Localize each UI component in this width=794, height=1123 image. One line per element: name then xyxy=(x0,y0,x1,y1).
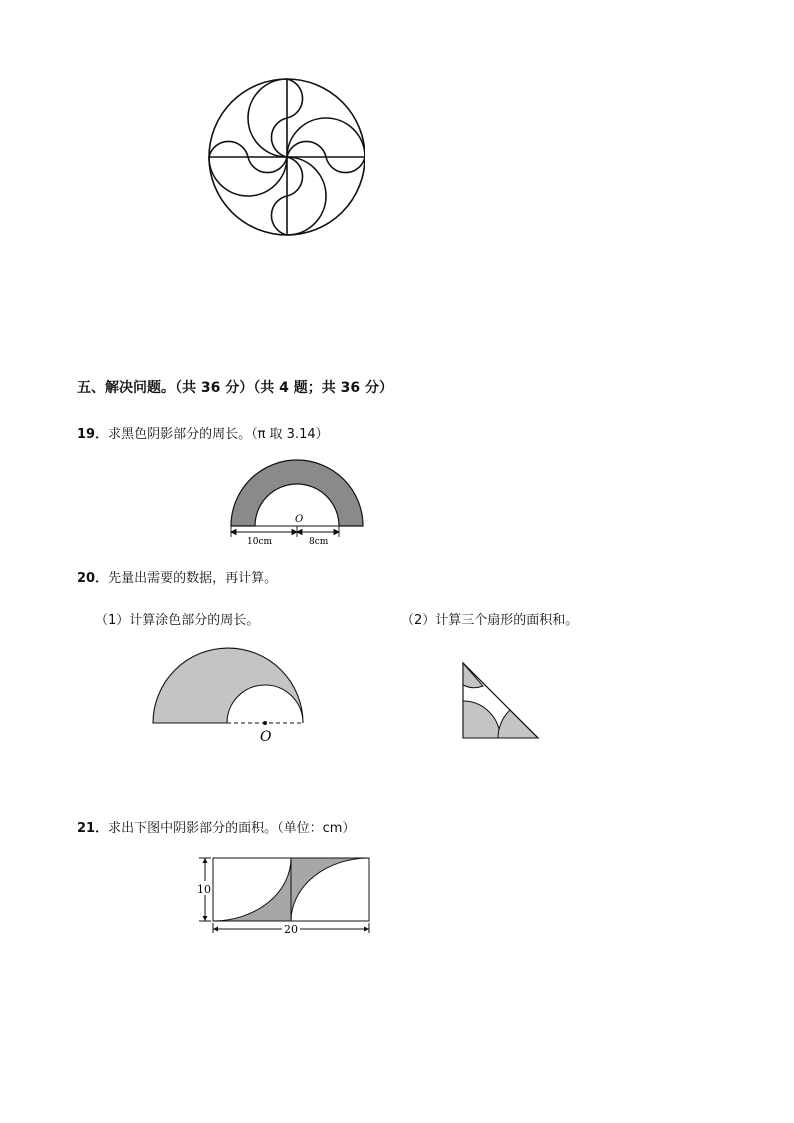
question-number: 20． xyxy=(77,571,109,586)
question-21 xyxy=(77,817,355,836)
dim-left-label: 10cm xyxy=(247,537,273,547)
question-text: 求出下图中阴影部分的面积。（单位：cm） xyxy=(108,821,356,836)
question-19 xyxy=(77,423,329,442)
question-number: 21． xyxy=(77,821,109,836)
question-text: 求黑色阴影部分的周长。（π 取 3.14） xyxy=(108,427,329,442)
dim-right-label: 8cm xyxy=(309,537,329,547)
pinwheel-circle-figure xyxy=(205,78,365,238)
triangle-sectors-figure xyxy=(460,660,542,742)
question-20-part-1: （1）计算涂色部分的周长。 xyxy=(95,613,260,628)
shaded-half-ring-figure xyxy=(148,643,310,745)
question-text: 先量出需要的数据，再计算。 xyxy=(108,571,278,586)
rectangle-quarter-circles-figure xyxy=(193,853,378,938)
center-label: O xyxy=(260,729,272,745)
center-label: O xyxy=(295,514,304,525)
half-ring-figure xyxy=(225,455,370,550)
width-label: 20 xyxy=(284,923,298,936)
question-20 xyxy=(77,567,277,586)
height-label: 10 xyxy=(197,883,211,896)
question-number: 19． xyxy=(77,427,109,442)
question-20-part-2: （2）计算三个扇形的面积和。 xyxy=(401,613,579,628)
section-title: 五、解决问题。（共 36 分）（共 4 题；共 36 分） xyxy=(77,380,393,396)
